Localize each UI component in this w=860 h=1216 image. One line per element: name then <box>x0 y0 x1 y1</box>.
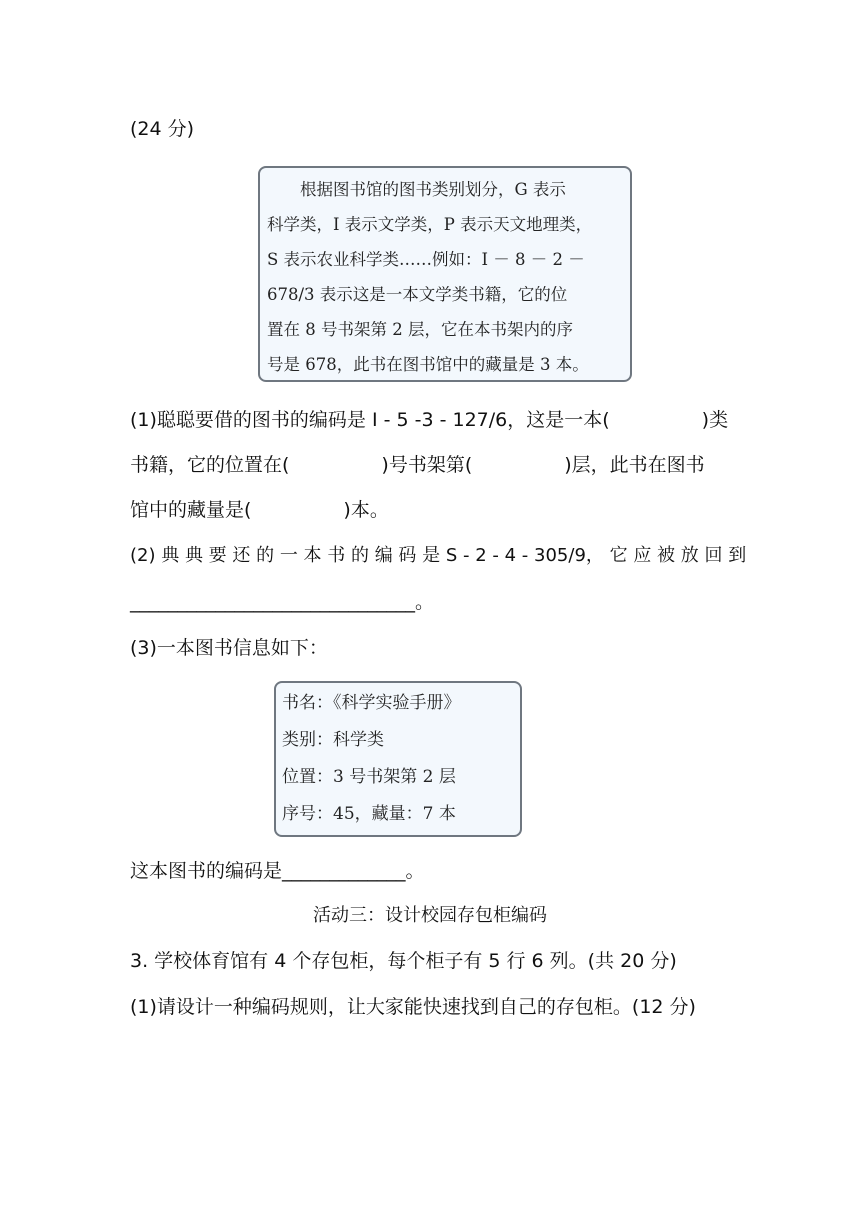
question-2-text: (2) 典 典 要 还 的 一 本 书 的 编 码 是 S - 2 - 4 - 305/9， 它 应 被 放 回 到 <box>130 545 747 566</box>
question-1-line-2 <box>130 452 730 478</box>
book-info-box <box>274 681 522 837</box>
question-main-sub-1: (1)请设计一种编码规则，让大家能快速找到自己的存包柜。(12 分) <box>130 996 696 1018</box>
rule-line: 号是 678，此书在图书馆中的藏量是 3 本。 <box>267 355 589 374</box>
q1-text-f: 馆中的藏量是( <box>130 499 252 521</box>
q1-text-e: )层，此书在图书 <box>564 454 705 476</box>
q1-text-c: 书籍，它的位置在( <box>130 454 290 476</box>
question-1-line-3 <box>130 497 730 523</box>
question-3-intro: (3)一本图书信息如下： <box>130 637 328 659</box>
question-3-code-prompt[interactable]: 这本图书的编码是_____________。 <box>130 860 425 882</box>
activity-title: 活动三：设计校园存包柜编码 <box>313 905 547 926</box>
q1-text-d: )号书架第( <box>381 454 473 476</box>
library-rule-box <box>258 166 632 382</box>
question-2-answer-line[interactable]: ______________________________。 <box>130 591 435 613</box>
book-info-line: 类别：科学类 <box>282 730 384 750</box>
rule-line: 科学类，I 表示文学类，P 表示天文地理类， <box>267 215 593 234</box>
rule-line: S 表示农业科学类……例如：I － 8 － 2 － <box>267 250 585 269</box>
question-1-line-1 <box>130 407 730 433</box>
book-info-line: 书名：《科学实验手册》 <box>282 693 461 713</box>
q1-text-b: )类 <box>701 409 729 431</box>
score-note: (24 分) <box>130 118 195 140</box>
q1-text-a: (1)聪聪要借的图书的编码是 I - 5 -3 - 127/6，这是一本( <box>130 409 610 431</box>
rule-line: 678/3 表示这是一本文学类书籍，它的位 <box>267 285 568 304</box>
rule-line: 根据图书馆的图书类别划分，G 表示 <box>300 180 566 199</box>
book-info-line: 位置：3 号书架第 2 层 <box>282 767 456 787</box>
rule-line: 置在 8 号书架第 2 层，它在本书架内的序 <box>267 320 573 339</box>
q1-text-g: )本。 <box>343 499 389 521</box>
question-main: 3. 学校体育馆有 4 个存包柜，每个柜子有 5 行 6 列。(共 20 分) <box>130 950 677 972</box>
book-info-line: 序号：45，藏量：7 本 <box>282 804 456 824</box>
